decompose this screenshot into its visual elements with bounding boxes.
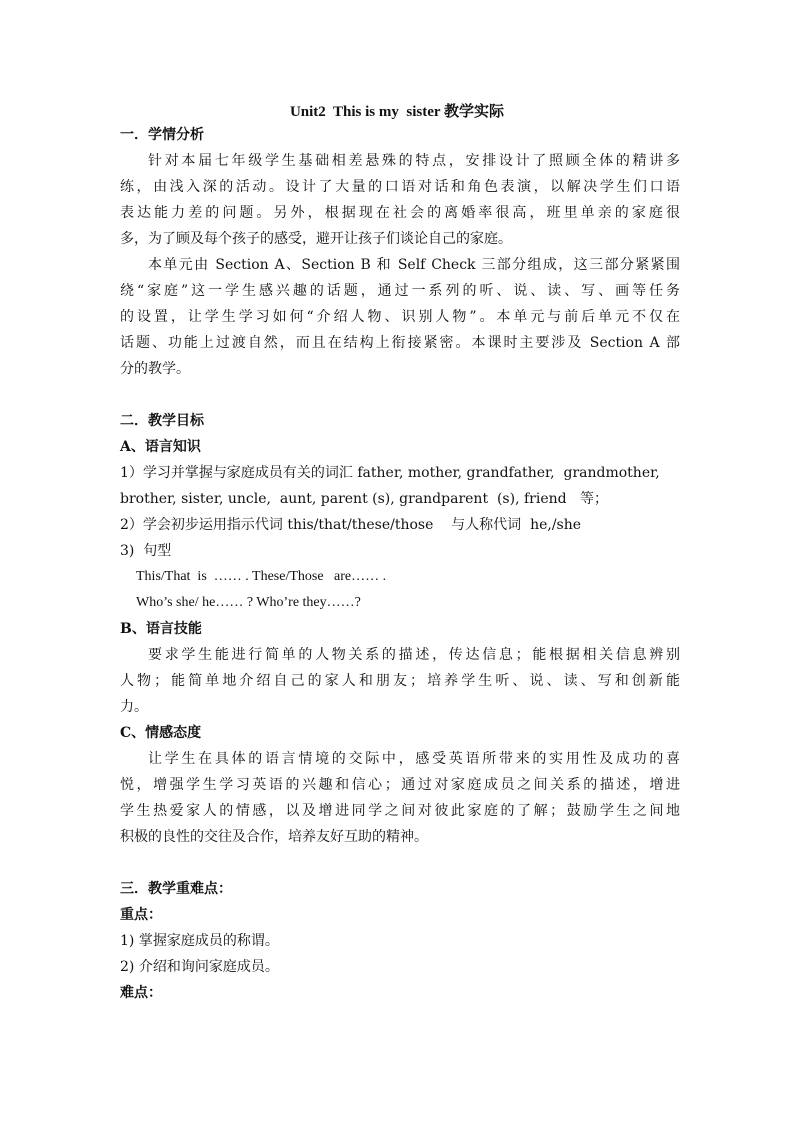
section1-para2-line5: 分的教学。	[120, 361, 190, 377]
language-skills-heading: B、语言技能	[120, 621, 202, 637]
section1-para1-line1: 针对本届七年级学生基础相差悬殊的特点，安排设计了照顾全体的精讲多	[148, 153, 680, 169]
section1-para2-line3: 的设置，让学生学习如何“介绍人物、识别人物”。本单元与前后单元不仅在	[120, 309, 680, 325]
section1-para2-line4: 话题、功能上过渡自然，而且在结构上衔接紧密。本课时主要涉及 Section A 部	[120, 335, 680, 351]
section1-heading: 一．学情分析	[120, 127, 204, 143]
knowledge-item-2: 2）学会初步运用指示代词 this/that/these/those 与人称代词 he,/she	[120, 517, 582, 533]
skills-para-line3: 力。	[120, 699, 148, 715]
sentence-pattern-2: Who’s she/ he…… ? Who’re they……?	[136, 595, 361, 610]
section2-heading: 二．教学目标	[120, 413, 204, 429]
attitude-para-line1: 让学生在具体的语言情境的交际中，感受英语所带来的实用性及成功的喜	[148, 751, 680, 767]
knowledge-item-3: 3) 句型	[120, 543, 172, 559]
attitude-heading: C、情感态度	[120, 725, 202, 741]
section1-para1-line2: 练，由浅入深的活动。设计了大量的口语对话和角色表演，以解决学生们口语	[120, 179, 680, 195]
knowledge-item-1-cont: brother, sister, uncle, aunt, parent (s), grandparent (s), friend 等；	[120, 491, 608, 507]
key-point-2: 2) 介绍和询问家庭成员。	[120, 959, 279, 975]
attitude-para-line3: 学生热爱家人的情感，以及增进同学之间对彼此家庭的了解；鼓励学生之间地	[120, 803, 680, 819]
section1-para1-line4: 多，为了顾及每个孩子的感受，避开让孩子们谈论自己的家庭。	[120, 231, 512, 247]
knowledge-item-1: 1）学习并掌握与家庭成员有关的词汇 father, mother, grandfather, grandmother,	[120, 465, 660, 481]
language-knowledge-heading: A、语言知识	[120, 439, 201, 455]
key-point-1: 1) 掌握家庭成员的称谓。	[120, 933, 279, 949]
sentence-pattern-1: This/That is …… . These/Those are…… .	[136, 569, 387, 584]
section3-heading: 三．教学重难点：	[120, 881, 232, 897]
skills-para-line2: 人物；能简单地介绍自己的家人和朋友；培养学生听、说、读、写和创新能	[120, 673, 680, 689]
attitude-para-line2: 悦，增强学生学习英语的兴趣和信心；通过对家庭成员之间关系的描述，增进	[120, 777, 680, 793]
section1-para1-line3: 表达能力差的问题。另外，根据现在社会的离婚率很高，班里单亲的家庭很	[120, 205, 680, 221]
difficult-points-heading: 难点：	[120, 985, 162, 1001]
document-title: Unit2 This is my sister 教学实际	[289, 104, 505, 120]
section1-para2-line1: 本单元由 Section A、Section B 和 Self Check 三部分组成，这三部分紧紧围	[148, 257, 680, 273]
attitude-para-line4: 积极的良性的交往及合作，培养友好互助的精神。	[120, 829, 428, 845]
skills-para-line1: 要求学生能进行简单的人物关系的描述，传达信息；能根据相关信息辨别	[148, 647, 680, 663]
section1-para2-line2: 绕“家庭”这一学生感兴趣的话题，通过一系列的听、说、读、写、画等任务	[120, 283, 680, 299]
key-points-heading: 重点：	[120, 907, 162, 923]
